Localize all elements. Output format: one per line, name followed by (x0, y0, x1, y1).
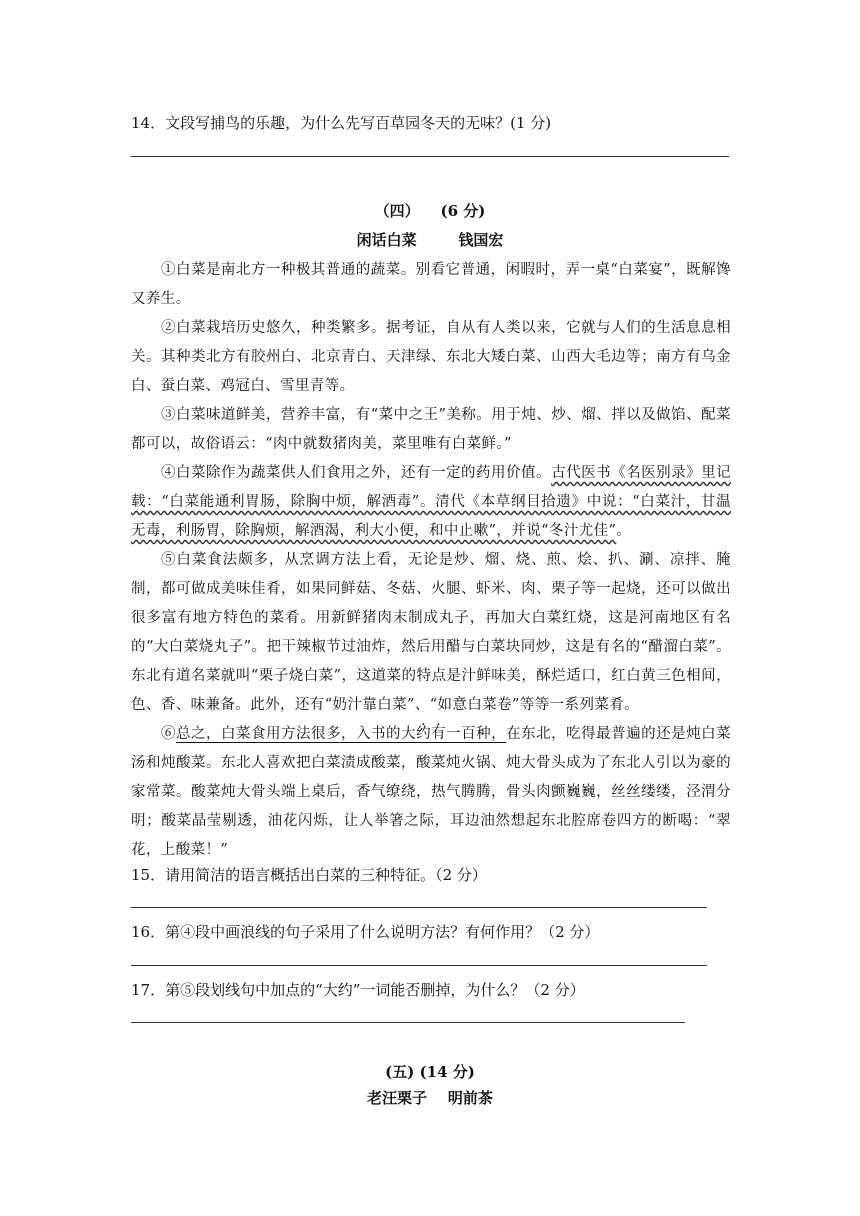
paragraph-2: ②白菜栽培历史悠久，种类繁多。据考证，自从有人类以来，它就与人们的生活息息相关。其种类北方有胶州白、北京青白、天津绿、东北大矮白菜、山西大毛边等；南方有乌金白、蚕白菜、鸡冠白、雪里青等。 (131, 320, 731, 394)
article-title: 闲话白菜 钱国宏 (356, 231, 504, 249)
answer-line-16 (131, 965, 707, 966)
paragraph-6 (131, 720, 731, 865)
paragraph-4-plain: ④白菜除作为蔬菜供人们食用之外，还有一定的药用价值。 (161, 465, 552, 481)
paragraph-5: ⑤白菜食法颇多，从烹调方法上看，无论是炒、熘、烧、煎、烩、扒、涮、凉拌、腌制，都可做成美味佳肴，如果同鲜菇、冬菇、火腿、虾米、肉、栗子等一起烧，还可以做出很多富有地方特色的菜肴。用新鲜猪肉末制成丸子，再加大白菜红烧，这是河南地区有名的“大白菜烧丸子”。把干辣椒节过油炸，然后用醋与白菜块同炒，这是有名的“醋溜白菜”。东北有道名菜就叫“栗子烧白菜”，这道菜的特点是汁鲜味美，酥烂适口，红白黄三色相间，色、香、味兼备。此外，还有“奶汁靠白菜”、“如意白菜卷”等等一系列菜肴。 (131, 552, 731, 713)
paragraph-6-rest: 在东北，吃得最普遍的还是炖白菜汤和炖酸菜。东北人喜欢把白菜渍成酸菜，酸菜炖火锅、炖大骨头成为了东北人引以为豪的家常菜。酸菜炖大骨头端上桌后，香气缭绕，热气腾腾，骨头肉颤巍巍，丝丝缕缕，泾渭分明；酸菜晶莹剔透，油花闪烁，让人举箸之际，耳边油然想起东北腔席卷四方的断喝：“翠花，上酸菜！” (131, 726, 732, 858)
underlined-part-a: 总之，白菜食用方法很多，入书的 (176, 726, 402, 742)
section-4-heading: （四） (6 分) (374, 202, 486, 220)
article-body (131, 256, 731, 865)
paragraph-4-end: 。 (616, 523, 632, 539)
dotted-char-yue: 约 (416, 726, 432, 742)
wavy-underlined-sentence: 古代医书《名医别录》里记载：“白菜能通利胃肠，除胸中烦，解酒毒”。清代《本草纲目拾遗》中说：“白菜汁，甘温无毒，利肠胃，除胸烦，解酒渴，利大小便，和中止嗽”，并说“冬汁尤佳” (131, 465, 731, 539)
paragraph-1: ①白菜是南北方一种极其普通的蔬菜。别看它普通，闲暇时，弄一桌“白菜宴”，既解馋又养生。 (131, 262, 731, 307)
question-15: 15．请用简洁的语言概括出白菜的三种特征。（2 分） (131, 866, 487, 884)
answer-line-14 (131, 156, 729, 157)
answer-line-15 (131, 907, 707, 908)
paragraph-4 (131, 459, 731, 546)
section-5-heading: (五) (14 分) (385, 1063, 475, 1081)
underlined-part-b: 有一百种， (431, 726, 507, 742)
underlined-sentence (176, 726, 506, 742)
paragraph-6-number: ⑥ (161, 726, 177, 742)
section-5-title: 老汪栗子 明前茶 (367, 1089, 493, 1107)
dotted-char-da: 大 (401, 726, 417, 742)
question-16: 16．第④段中画浪线的句子采用了什么说明方法？有何作用？（2 分） (131, 923, 600, 941)
question-17: 17．第⑤段划线句中加点的“大约”一词能否删掉，为什么？（2 分） (131, 981, 585, 999)
question-14: 14．文段写捕鸟的乐趣，为什么先写百草园冬天的无味？(1 分) (131, 114, 552, 132)
answer-line-17 (131, 1022, 685, 1023)
paragraph-3: ③白菜味道鲜美，营养丰富，有“菜中之王”美称。用于炖、炒、熘、拌以及做馅、配菜都可以，故俗语云：“肉中就数猪肉美，菜里唯有白菜鲜。” (131, 407, 731, 452)
